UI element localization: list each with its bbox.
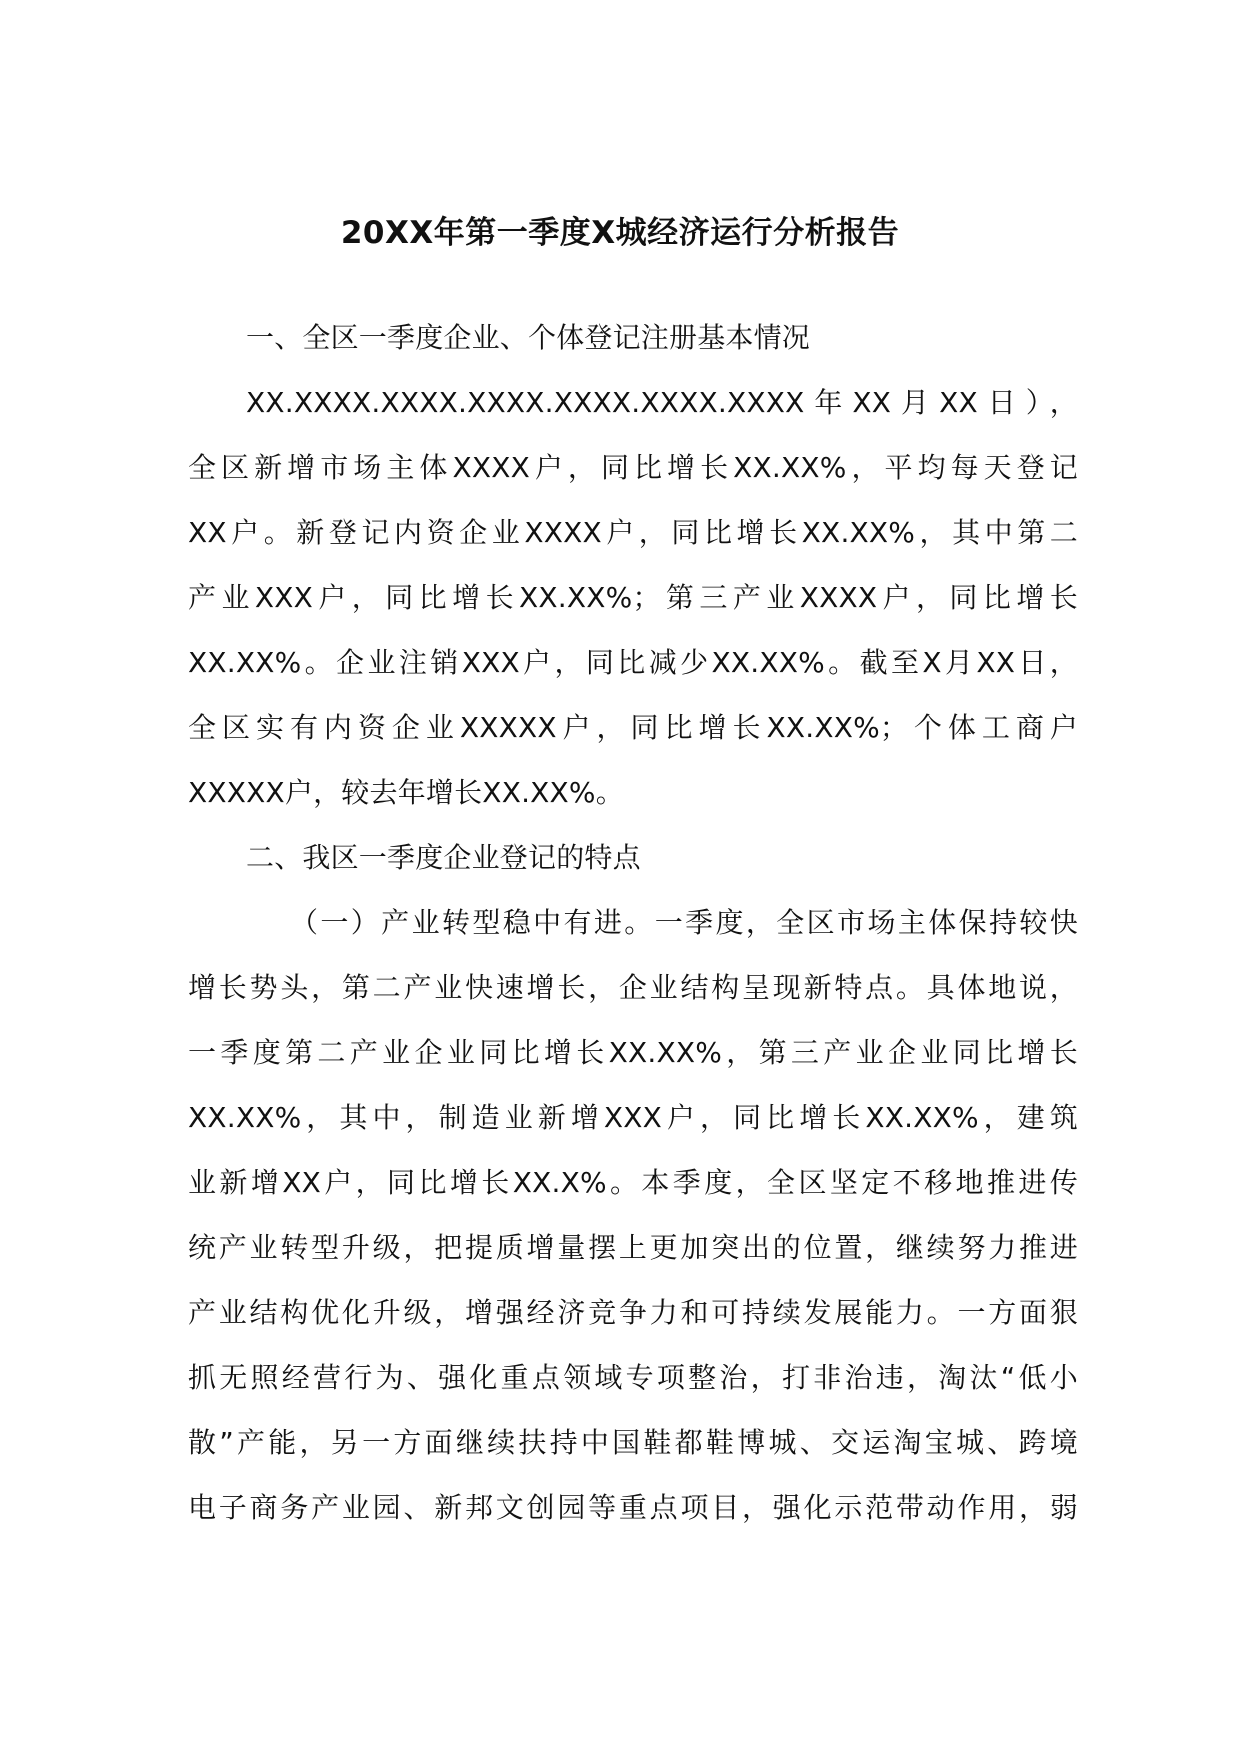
paragraph-line: 业新增XX户，同比增长XX.X%。本季度，全区坚定不移地推进传 bbox=[188, 1166, 1078, 1199]
section-heading-2: 二、我区一季度企业登记的特点 bbox=[246, 841, 641, 874]
paragraph-line: XX.XX%，其中，制造业新增XXX户，同比增长XX.XX%，建筑 bbox=[188, 1101, 1078, 1134]
document-body bbox=[188, 305, 1078, 1540]
paragraph-line: 散”产能，另一方面继续扶持中国鞋都鞋博城、交运淘宝城、跨境 bbox=[188, 1426, 1078, 1459]
paragraph-line: 增长势头，第二产业快速增长，企业结构呈现新特点。具体地说， bbox=[188, 971, 1078, 1004]
paragraph-line: 全区新增市场主体XXXX户，同比增长XX.XX%，平均每天登记 bbox=[188, 451, 1078, 484]
section-heading-1: 一、全区一季度企业、个体登记注册基本情况 bbox=[246, 321, 811, 354]
paragraph-line: 产业XXX户，同比增长XX.XX%；第三产业XXXX户，同比增长 bbox=[188, 581, 1078, 614]
subsection-line: （一）产业转型稳中有进。一季度，全区市场主体保持较快 bbox=[290, 906, 1078, 939]
paragraph-line: XX.XXXX.XXXX.XXXX.XXXX.XXXX.XXXX年XX月XX日）， bbox=[246, 386, 1078, 419]
paragraph-line: XXXXX户，较去年增长XX.XX%。 bbox=[188, 776, 624, 809]
paragraph-line: XX户。新登记内资企业XXXX户，同比增长XX.XX%，其中第二 bbox=[188, 516, 1078, 549]
paragraph-line: 电子商务产业园、新邦文创园等重点项目，强化示范带动作用，弱 bbox=[188, 1491, 1078, 1524]
document-title: 20XX年第一季度X城经济运行分析报告 bbox=[340, 215, 900, 251]
paragraph-line: 抓无照经营行为、强化重点领域专项整治，打非治违，淘汰“低小 bbox=[188, 1361, 1078, 1394]
paragraph-line: 产业结构优化升级，增强经济竞争力和可持续发展能力。一方面狠 bbox=[188, 1296, 1078, 1329]
paragraph-line: XX.XX%。企业注销XXX户，同比减少XX.XX%。截至X月XX日， bbox=[188, 646, 1078, 679]
paragraph-line: 统产业转型升级，把提质增量摆上更加突出的位置，继续努力推进 bbox=[188, 1231, 1078, 1264]
paragraph-line: 全区实有内资企业XXXXX户，同比增长XX.XX%；个体工商户 bbox=[188, 711, 1078, 744]
paragraph-line: 一季度第二产业企业同比增长XX.XX%，第三产业企业同比增长 bbox=[188, 1036, 1078, 1069]
